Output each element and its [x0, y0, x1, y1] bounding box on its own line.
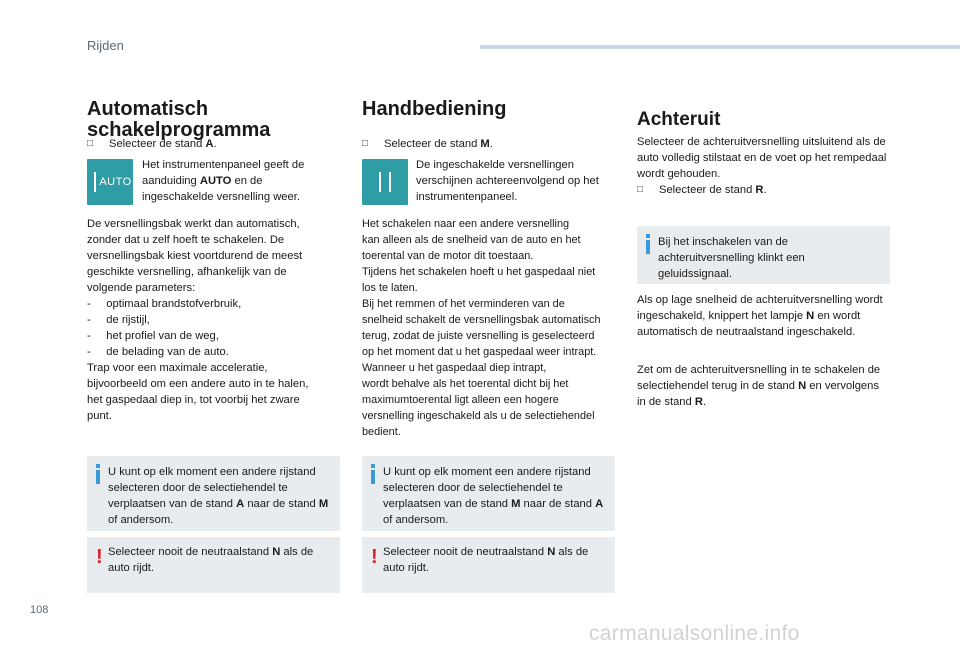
section-title: Rijden — [87, 38, 124, 53]
reverse-engage-text: Zet om de achteruitversnelling in te schakelen de selectiehendel terug in de stand N en vervolgens in de stand R. — [637, 364, 881, 408]
auto-display-icon: AUTO — [87, 159, 133, 205]
bullet-select-m — [362, 136, 615, 152]
bullet-select-r — [637, 182, 890, 198]
square-bullet-icon: □ — [362, 138, 369, 149]
auto-indication-text: Het instrumentenpaneel geeft de aanduiding AUTO en de ingeschakelde versnelling weer. — [142, 159, 305, 203]
page-number: 108 — [30, 604, 49, 616]
bullet-text: Selecteer de stand M. — [384, 138, 493, 150]
watermark: carmanualsonline.info — [589, 622, 800, 645]
exclamation-icon: ! — [371, 546, 378, 568]
info-text: U kunt op elk moment een andere rijstand selecteren door de selectiehendel te verplaatsen van de stand M naar de stand A of andersom. — [383, 466, 604, 526]
info-panel-reverse — [637, 226, 890, 284]
heading-achteruit: Achteruit — [637, 109, 721, 130]
auto-body-text: De versnellingsbak werkt dan automatisch, zonder dat u zelf hoeft te schakelen. De versnellingsbak kiest voortdurend de meest geschikte versnelling, afhankelijk van de volgende parameters: - optimaal brandstofverbruik, - de rijstijl, - het profiel van de weg, - de belading van de auto. Trap voor een maximale acceleratie, bijvoorbeeld om een andere auto in te halen, het gaspedaal diep in, tot voorbij het zware punt. — [87, 218, 309, 422]
bullet-text: Selecteer de stand A. — [109, 138, 217, 150]
info-panel-auto — [87, 456, 340, 531]
heading-handbediening: Handbediening — [362, 98, 507, 120]
info-panel-manual — [362, 456, 615, 531]
warning-panel-manual — [362, 537, 615, 593]
manual-indication-text: De ingeschakelde versnellingen verschijnen achtereenvolgend op het instrumentenpaneel. — [416, 159, 599, 203]
warning-text: Selecteer nooit de neutraalstand N als de auto rijdt. — [383, 546, 589, 574]
bullet-text: Selecteer de stand R. — [659, 184, 767, 196]
square-bullet-icon: □ — [87, 138, 94, 149]
manual-body-text: Het schakelen naar een andere versnelling kan alleen als de snelheid van de auto en het toerental van de motor dit toestaan. Tijdens het schakelen hoeft u het gaspedaal niet los te laten. Bij het remmen of het verminderen van de snelheid schakelt de versnellingsbak automatisch terug, zodat de juiste versnelling is geselecteerd op het moment dat u het gaspedaal weer intrapt. Wanneer u het gaspedaal diep intrapt, wordt behalve als het toerental dicht bij het maximumtoerental ligt alleen een hogere versnelling ingeschakeld als u de selectiehendel bedient. — [362, 218, 601, 438]
warning-panel-auto — [87, 537, 340, 593]
exclamation-icon: ! — [96, 546, 103, 568]
header-bar — [480, 45, 960, 49]
info-text: U kunt op elk moment een andere rijstand selecteren door de selectiehendel te verplaatsen van de stand A naar de stand M of andersom. — [108, 466, 329, 526]
info-text: Bij het inschakelen van de achteruitversnelling klinkt een geluidssignaal. — [658, 236, 805, 280]
bullet-select-a — [87, 136, 340, 152]
manual-display-icon — [362, 159, 408, 205]
heading-automatisch: Automatisch schakelprogramma — [87, 98, 271, 141]
warning-text: Selecteer nooit de neutraalstand N als de auto rijdt. — [108, 546, 314, 574]
square-bullet-icon: □ — [637, 184, 644, 195]
reverse-intro-text: Selecteer de achteruitversnelling uitsluitend als de auto volledig stilstaat en de voet op het rempedaal wordt gehouden. — [637, 136, 887, 180]
reverse-low-speed-text: Als op lage snelheid de achteruitversnelling wordt ingeschakeld, knippert het lampje N en wordt automatisch de neutraalstand ingeschakeld. — [637, 294, 883, 338]
